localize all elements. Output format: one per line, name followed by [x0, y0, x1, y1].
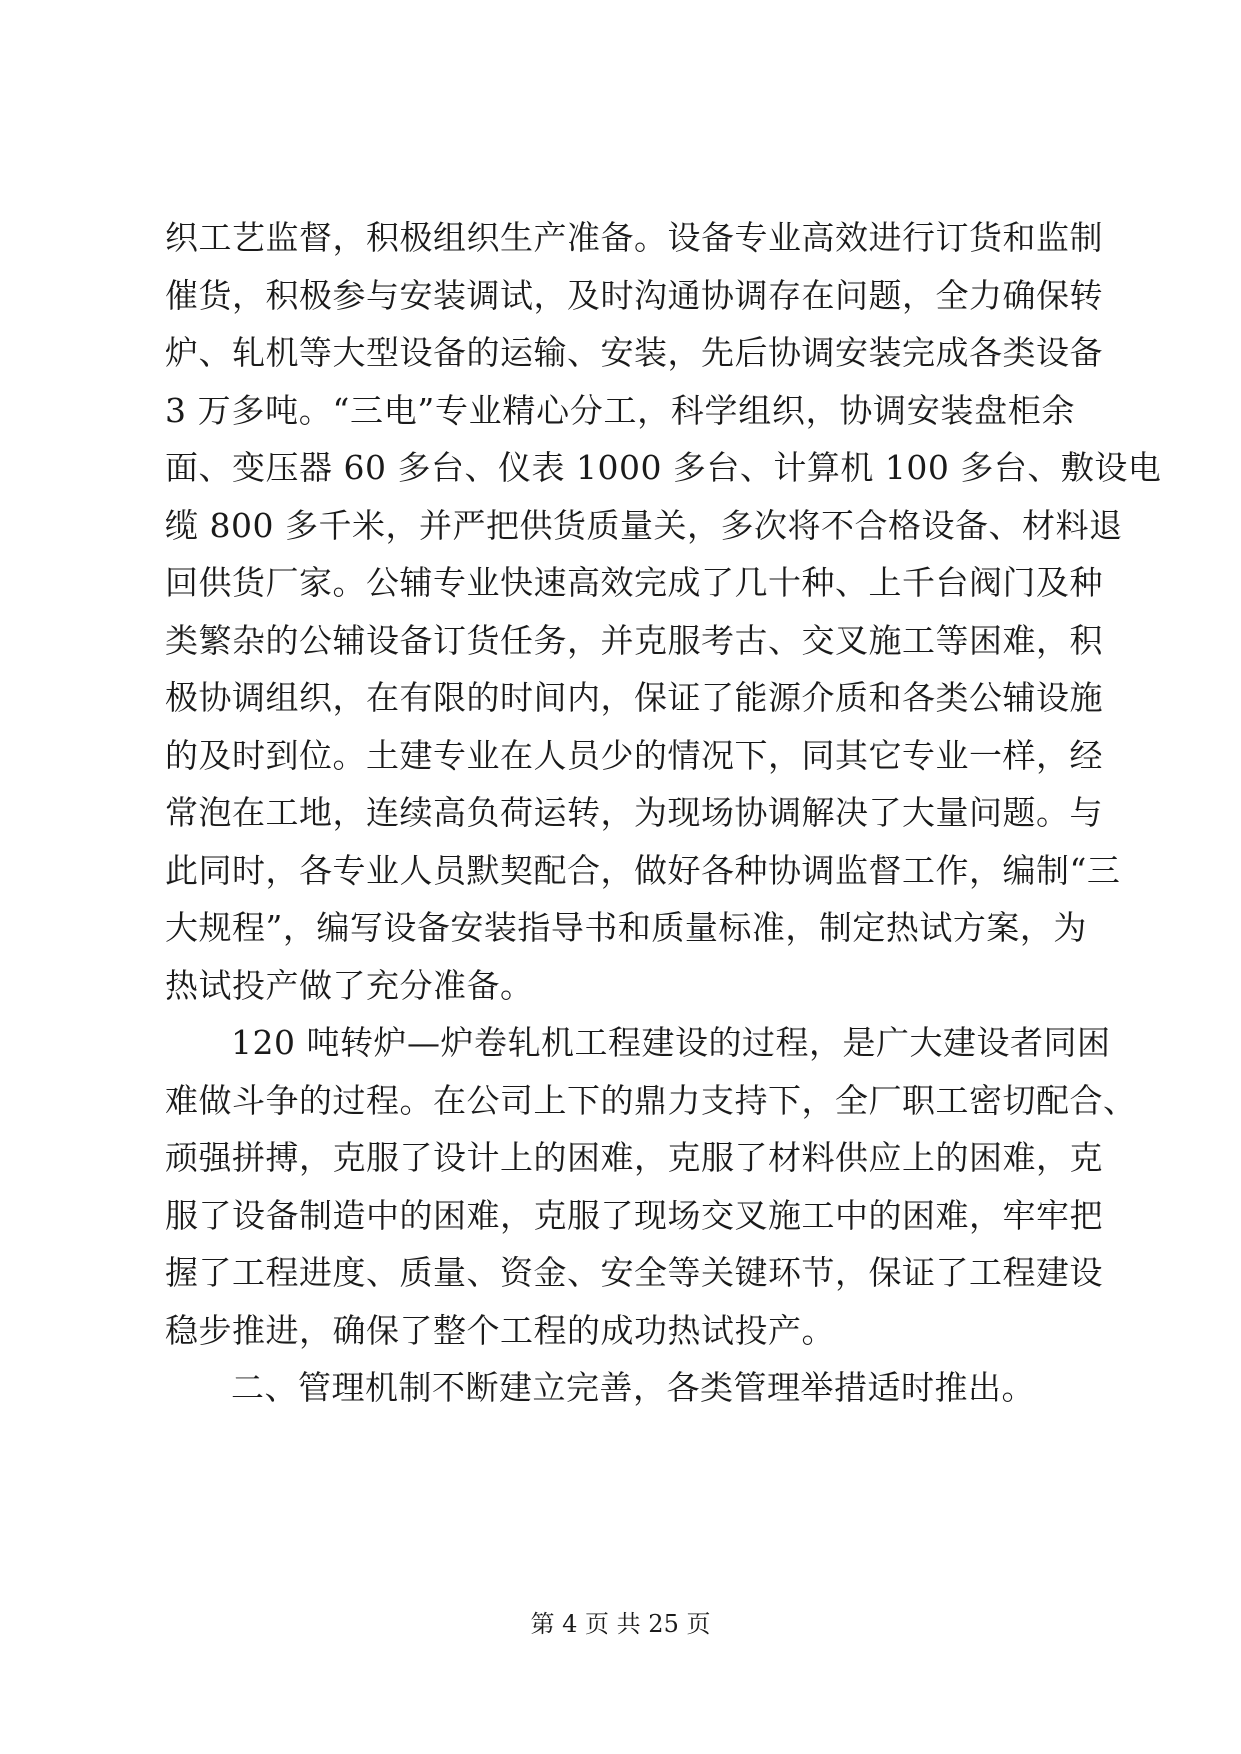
text-line: 3 万多吨。“三电”专业精心分工，科学组织，协调安装盘柜余	[165, 390, 1075, 430]
text-line: 面、变压器 60 多台、仪表 1000 多台、计算机 100 多台、敷设电	[165, 448, 1162, 487]
text-line: 热试投产做了充分准备。	[165, 965, 534, 1005]
text-line: 缆 800 多千米，并严把供货质量关，多次将不合格设备、材料退	[165, 505, 1123, 545]
text-line: 握了工程进度、质量、资金、安全等关键环节，保证了工程建设	[165, 1253, 1103, 1292]
text-line: 的及时到位。土建专业在人员少的情况下，同其它专业一样，经	[165, 735, 1103, 775]
text-line: 回供货厂家。公辅专业快速高效完成了几十种、上千台阀门及种	[165, 563, 1103, 602]
text-line: 此同时，各专业人员默契配合，做好各种协调监督工作，编制“三	[165, 850, 1121, 890]
text-line: 大规程”，编写设备安装指导书和质量标准，制定热试方案，为	[165, 908, 1087, 947]
text-line: 服了设备制造中的困难，克服了现场交叉施工中的困难，牢牢把	[165, 1195, 1103, 1235]
text-line: 顽强拼搏，克服了设计上的困难，克服了材料供应上的困难，克	[165, 1138, 1103, 1177]
text-line: 难做斗争的过程。在公司上下的鼎力支持下，全厂职工密切配合、	[165, 1080, 1137, 1120]
page-footer: 第 4 页 共 25 页	[530, 1610, 711, 1638]
text-line: 极协调组织，在有限的时间内，保证了能源介质和各类公辅设施	[165, 678, 1103, 717]
text-line: 催货，积极参与安装调试，及时沟通协调存在问题，全力确保转	[165, 275, 1103, 315]
section-heading: 二、管理机制不断建立完善，各类管理举措适时推出。	[231, 1368, 1035, 1407]
text-line: 常泡在工地，连续高负荷运转，为现场协调解决了大量问题。与	[165, 793, 1103, 832]
text-line: 稳步推进，确保了整个工程的成功热试投产。	[165, 1310, 835, 1350]
text-line: 类繁杂的公辅设备订货任务，并克服考古、交叉施工等困难，积	[165, 620, 1103, 660]
text-line: 织工艺监督，积极组织生产准备。设备专业高效进行订货和监制	[165, 218, 1103, 257]
body-text	[165, 210, 1162, 1418]
text-line: 炉、轧机等大型设备的运输、安装，先后协调安装完成各类设备	[165, 333, 1103, 372]
text-line: 120 吨转炉—炉卷轧机工程建设的过程，是广大建设者同困	[231, 1023, 1111, 1062]
